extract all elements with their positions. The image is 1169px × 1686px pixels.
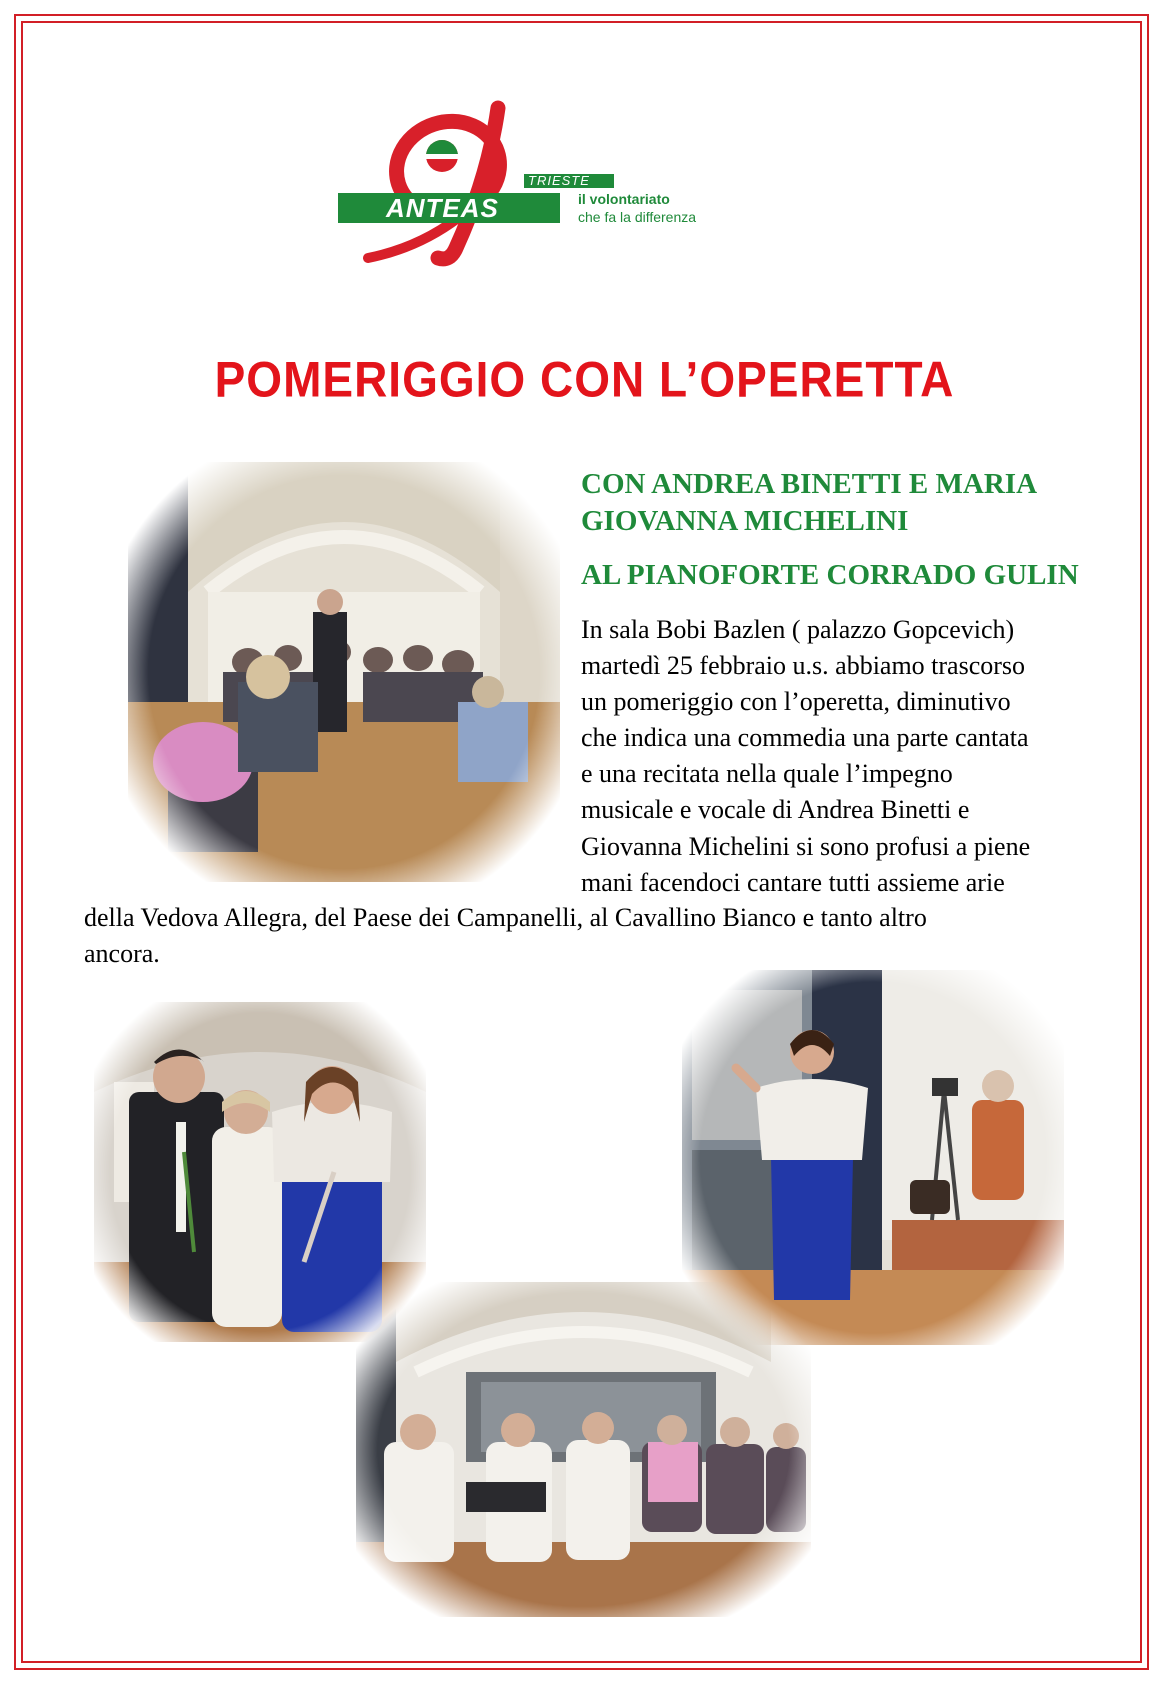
logo-tagline-line1: il volontariato: [578, 191, 670, 207]
subtitle-performers: CON ANDREA BINETTI E MARIA GIOVANNA MICHELINI: [581, 468, 1036, 537]
body-line: che indica una commedia una parte cantata: [581, 723, 1029, 753]
body-line: della Vedova Allegra, del Paese dei Campanelli, al Cavallino Bianco e tanto altro: [84, 903, 927, 932]
body-line: martedì 25 febbraio u.s. abbiamo trascorso: [581, 651, 1026, 681]
logo-trieste-text: TRIESTE: [528, 173, 590, 188]
body-line: un pomeriggio con l’operetta, diminutivo: [581, 687, 1011, 717]
logo-tagline-line2: che fa la differenza: [578, 209, 697, 225]
body-line: ancora.: [84, 939, 160, 969]
body-text-column: [581, 612, 1101, 901]
body-text-full-width: [84, 900, 1084, 972]
body-line: Giovanna Michelini si sono profusi a piene: [581, 831, 1031, 861]
body-line: mani facendoci cantare tutti assieme arie: [581, 867, 1005, 897]
body-line: musicale e vocale di Andrea Binetti e: [581, 795, 970, 825]
anteas-logo: [338, 98, 718, 268]
logo-anteas-text: ANTEAS: [386, 193, 499, 223]
body-line: e una recitata nella quale l’impegno: [581, 759, 953, 789]
subtitle-pianist: AL PIANOFORTE CORRADO GULIN: [581, 559, 1079, 591]
photo-audience-hall: [128, 462, 560, 882]
body-line: In sala Bobi Bazlen ( palazzo Gopcevich): [581, 615, 1015, 644]
photo-audience-seated: [356, 1282, 811, 1617]
page-title: POMERIGGIO CON L’OPERETTA: [214, 350, 955, 408]
